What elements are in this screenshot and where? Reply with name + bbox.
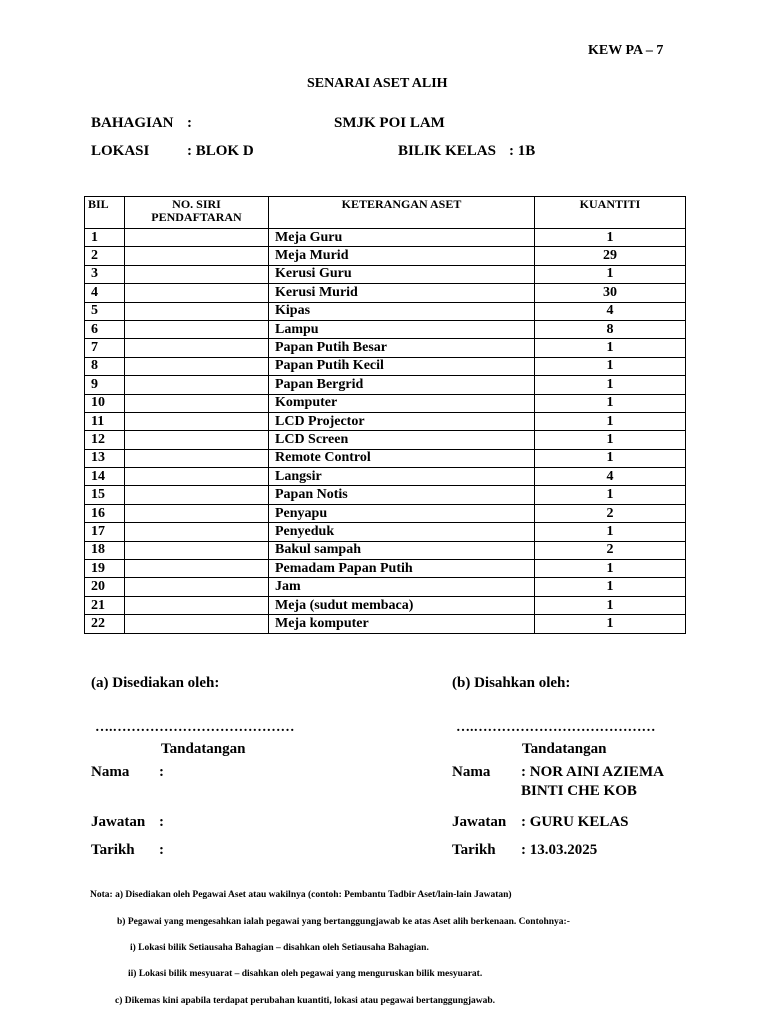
row-no-siri-cell	[125, 284, 269, 302]
table-row	[85, 468, 686, 486]
row-kuantiti-cell: 1	[535, 431, 686, 449]
row-keterangan-cell: Papan Putih Kecil	[269, 357, 535, 375]
row-kuantiti-cell: 30	[535, 284, 686, 302]
table-row	[85, 560, 686, 578]
right-tarikh-value: : 13.03.2025	[521, 842, 598, 858]
row-bil-cell: 16	[85, 504, 125, 522]
table-row	[85, 376, 686, 394]
row-no-siri-cell	[125, 302, 269, 320]
row-bil-cell: 4	[85, 284, 125, 302]
left-signature-label: Tandatangan	[161, 741, 246, 757]
header-keterangan: KETERANGAN ASET	[269, 197, 535, 229]
row-no-siri-cell	[125, 376, 269, 394]
row-bil-cell: 13	[85, 449, 125, 467]
row-kuantiti-cell: 4	[535, 468, 686, 486]
row-kuantiti-cell: 1	[535, 560, 686, 578]
row-bil-cell: 5	[85, 302, 125, 320]
row-keterangan-cell: Papan Putih Besar	[269, 339, 535, 357]
left-jawatan-colon: :	[159, 814, 164, 830]
row-bil-cell: 20	[85, 578, 125, 596]
row-no-siri-cell	[125, 412, 269, 430]
note-b-ii: ii) Lokasi bilik mesyuarat – disahkan oleh pegawai yang menguruskan bilik mesyuarat.	[128, 969, 483, 979]
row-kuantiti-cell: 1	[535, 523, 686, 541]
table-row	[85, 615, 686, 633]
row-kuantiti-cell: 1	[535, 615, 686, 633]
bahagian-label: BAHAGIAN	[91, 115, 174, 131]
row-bil-cell: 3	[85, 265, 125, 283]
row-bil-cell: 18	[85, 541, 125, 559]
row-no-siri-cell	[125, 578, 269, 596]
table-row	[85, 578, 686, 596]
table-header-row	[85, 197, 686, 229]
right-jawatan-label: Jawatan	[452, 814, 507, 830]
row-bil-cell: 1	[85, 229, 125, 247]
row-kuantiti-cell: 2	[535, 504, 686, 522]
row-keterangan-cell: Komputer	[269, 394, 535, 412]
row-kuantiti-cell: 1	[535, 229, 686, 247]
row-bil-cell: 10	[85, 394, 125, 412]
row-keterangan-cell: Kerusi Murid	[269, 284, 535, 302]
right-nama-value-line1: : NOR AINI AZIEMA	[521, 764, 664, 780]
row-bil-cell: 21	[85, 596, 125, 614]
row-keterangan-cell: Meja komputer	[269, 615, 535, 633]
row-no-siri-cell	[125, 596, 269, 614]
row-bil-cell: 6	[85, 320, 125, 338]
row-keterangan-cell: Kipas	[269, 302, 535, 320]
row-kuantiti-cell: 1	[535, 394, 686, 412]
row-no-siri-cell	[125, 357, 269, 375]
row-kuantiti-cell: 1	[535, 357, 686, 375]
note-a: Nota: a) Disediakan oleh Pegawai Aset atau wakilnya (contoh: Pembantu Tadbir Aset/lain-lain Jawatan)	[90, 890, 512, 900]
bilik-label: BILIK KELAS	[398, 143, 496, 159]
left-nama-label: Nama	[91, 764, 130, 780]
row-no-siri-cell	[125, 229, 269, 247]
row-no-siri-cell	[125, 468, 269, 486]
row-keterangan-cell: Meja (sudut membaca)	[269, 596, 535, 614]
row-keterangan-cell: LCD Screen	[269, 431, 535, 449]
row-keterangan-cell: Pemadam Papan Putih	[269, 560, 535, 578]
right-nama-label: Nama	[452, 764, 491, 780]
row-keterangan-cell: Papan Bergrid	[269, 376, 535, 394]
table-row	[85, 302, 686, 320]
row-no-siri-cell	[125, 449, 269, 467]
row-keterangan-cell: Meja Murid	[269, 247, 535, 265]
row-bil-cell: 15	[85, 486, 125, 504]
row-keterangan-cell: Jam	[269, 578, 535, 596]
row-bil-cell: 12	[85, 431, 125, 449]
table-row	[85, 247, 686, 265]
row-bil-cell: 19	[85, 560, 125, 578]
table-row	[85, 320, 686, 338]
header-bil: BIL	[85, 197, 125, 229]
row-keterangan-cell: Penyeduk	[269, 523, 535, 541]
form-code: KEW PA – 7	[588, 43, 664, 58]
row-kuantiti-cell: 1	[535, 265, 686, 283]
row-no-siri-cell	[125, 504, 269, 522]
table-row	[85, 265, 686, 283]
row-keterangan-cell: Bakul sampah	[269, 541, 535, 559]
row-bil-cell: 8	[85, 357, 125, 375]
row-kuantiti-cell: 2	[535, 541, 686, 559]
row-kuantiti-cell: 1	[535, 339, 686, 357]
bahagian-value: SMJK POI LAM	[334, 115, 445, 131]
left-signature-line: ….…………………………………	[95, 720, 295, 735]
right-jawatan-value: : GURU KELAS	[521, 814, 629, 830]
asset-table	[84, 196, 686, 634]
bahagian-colon: :	[187, 115, 192, 131]
row-no-siri-cell	[125, 615, 269, 633]
row-keterangan-cell: Meja Guru	[269, 229, 535, 247]
row-no-siri-cell	[125, 339, 269, 357]
row-kuantiti-cell: 8	[535, 320, 686, 338]
left-tarikh-label: Tarikh	[91, 842, 135, 858]
row-no-siri-cell	[125, 560, 269, 578]
header-kuantiti: KUANTITI	[535, 197, 686, 229]
row-keterangan-cell: Papan Notis	[269, 486, 535, 504]
table-row	[85, 412, 686, 430]
right-signature-line: ….…………………………………	[456, 720, 656, 735]
row-kuantiti-cell: 1	[535, 486, 686, 504]
row-kuantiti-cell: 1	[535, 449, 686, 467]
row-no-siri-cell	[125, 320, 269, 338]
note-b-i: i) Lokasi bilik Setiausaha Bahagian – disahkan oleh Setiausaha Bahagian.	[130, 943, 429, 953]
row-bil-cell: 14	[85, 468, 125, 486]
row-no-siri-cell	[125, 523, 269, 541]
table-row	[85, 449, 686, 467]
prepared-by-label: (a) Disediakan oleh:	[91, 675, 220, 691]
page-title: SENARAI ASET ALIH	[307, 76, 448, 91]
row-no-siri-cell	[125, 394, 269, 412]
table-row	[85, 596, 686, 614]
note-c: c) Dikemas kini apabila terdapat perubahan kuantiti, lokasi atau pegawai bertanggungjawab.	[115, 996, 496, 1006]
row-kuantiti-cell: 1	[535, 578, 686, 596]
right-nama-value-line2: BINTI CHE KOB	[521, 783, 637, 799]
table-row	[85, 523, 686, 541]
table-row	[85, 486, 686, 504]
row-kuantiti-cell: 29	[535, 247, 686, 265]
row-keterangan-cell: Lampu	[269, 320, 535, 338]
header-no-siri: NO. SIRI PENDAFTARAN	[125, 197, 269, 229]
table-row	[85, 504, 686, 522]
row-no-siri-cell	[125, 541, 269, 559]
row-bil-cell: 2	[85, 247, 125, 265]
right-signature-label: Tandatangan	[522, 741, 607, 757]
table-row	[85, 431, 686, 449]
row-bil-cell: 7	[85, 339, 125, 357]
table-row	[85, 339, 686, 357]
table-row	[85, 229, 686, 247]
approved-by-label: (b) Disahkan oleh:	[452, 675, 571, 691]
left-nama-colon: :	[159, 764, 164, 780]
row-keterangan-cell: Remote Control	[269, 449, 535, 467]
right-tarikh-label: Tarikh	[452, 842, 496, 858]
table-row	[85, 284, 686, 302]
left-tarikh-colon: :	[159, 842, 164, 858]
row-no-siri-cell	[125, 265, 269, 283]
row-no-siri-cell	[125, 486, 269, 504]
row-bil-cell: 22	[85, 615, 125, 633]
row-keterangan-cell: Langsir	[269, 468, 535, 486]
lokasi-value: : BLOK D	[187, 143, 254, 159]
row-keterangan-cell: Kerusi Guru	[269, 265, 535, 283]
row-keterangan-cell: LCD Projector	[269, 412, 535, 430]
row-bil-cell: 9	[85, 376, 125, 394]
row-keterangan-cell: Penyapu	[269, 504, 535, 522]
row-no-siri-cell	[125, 431, 269, 449]
table-row	[85, 394, 686, 412]
row-bil-cell: 11	[85, 412, 125, 430]
bilik-value: : 1B	[509, 143, 536, 159]
row-kuantiti-cell: 1	[535, 376, 686, 394]
row-kuantiti-cell: 1	[535, 596, 686, 614]
row-bil-cell: 17	[85, 523, 125, 541]
lokasi-label: LOKASI	[91, 143, 150, 159]
row-kuantiti-cell: 1	[535, 412, 686, 430]
left-jawatan-label: Jawatan	[91, 814, 146, 830]
asset-table-body	[85, 229, 686, 634]
row-no-siri-cell	[125, 247, 269, 265]
row-kuantiti-cell: 4	[535, 302, 686, 320]
note-b: b) Pegawai yang mengesahkan ialah pegawai yang bertanggungjawab ke atas Aset alih berkenaan. Contohnya:-	[117, 917, 570, 927]
table-row	[85, 541, 686, 559]
table-row	[85, 357, 686, 375]
